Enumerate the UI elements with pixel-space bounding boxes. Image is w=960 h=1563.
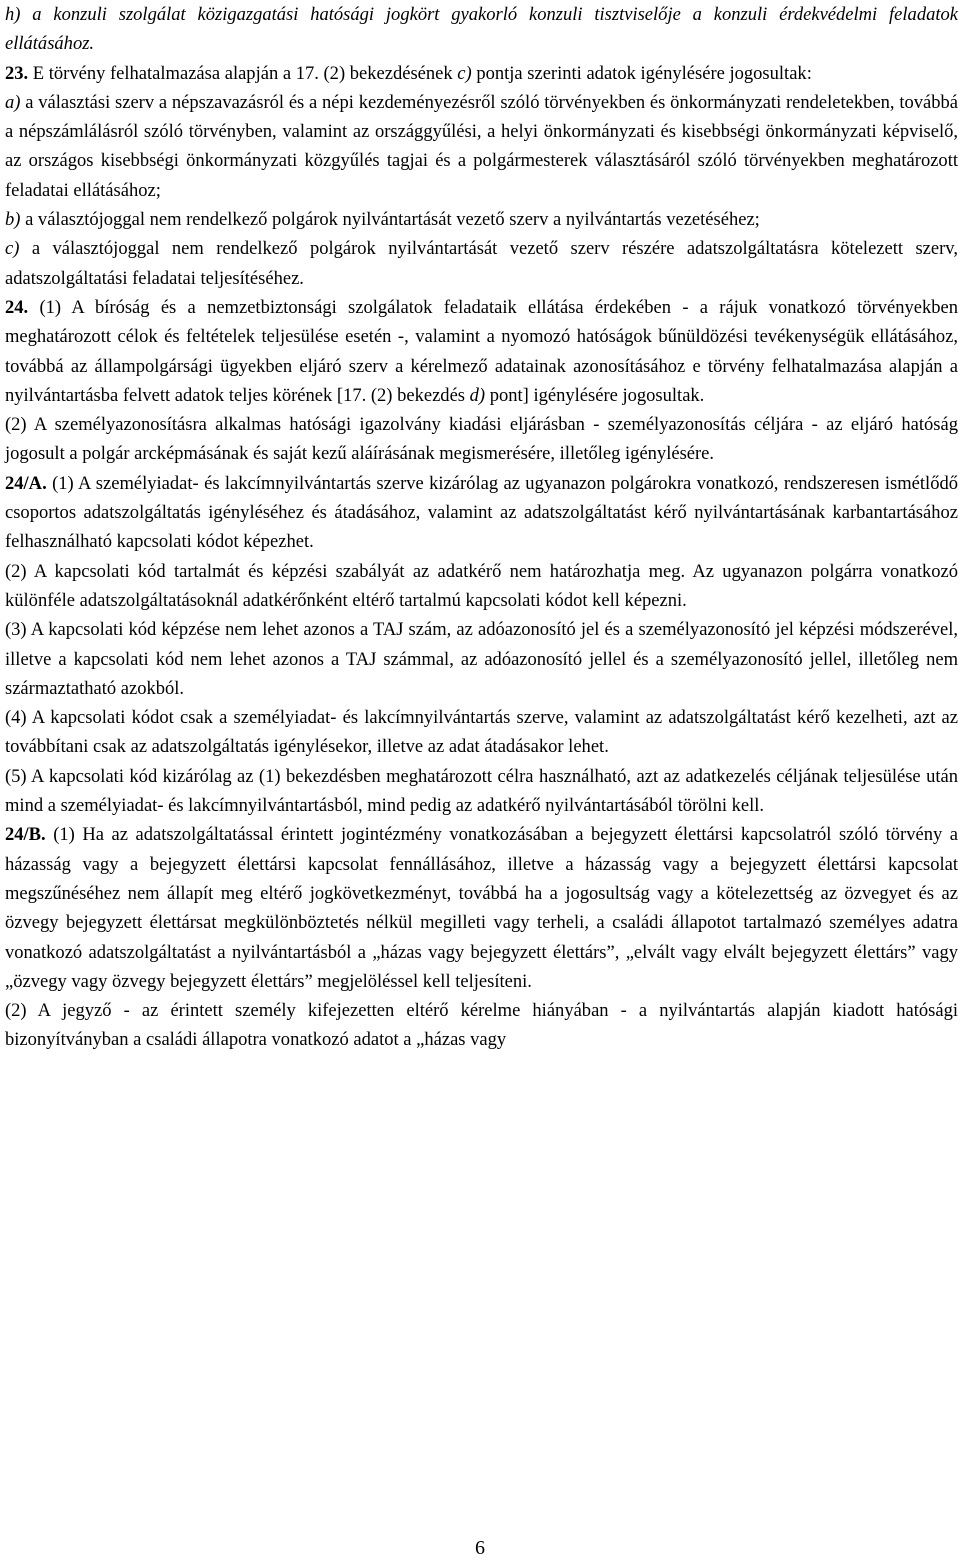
paragraph (5, 234, 958, 293)
paragraph-text: (4) A kapcsolati kódot csak a személyiadat- és lakcímnyilvántartás szerve, valamint az adatszolgáltatást kérő kezelheti, azt az továbbítani csak az adatszolgáltatás igénylésekor, illetve az adat átadásakor lehet. (5, 707, 958, 758)
paragraph-text: (3) A kapcsolati kód képzése nem lehet azonos a TAJ szám, az adóazonosító jel és a személyazonosító jel képzési módszerével, illetve a kapcsolati kód nem lehet azonos a TAJ számmal, az adóazonosító jellel és a személyazonosító jellel, illetőleg nem származtatható azokból. (5, 619, 958, 699)
page-number: 6 (475, 1537, 485, 1559)
paragraph (5, 410, 958, 469)
paragraph (5, 469, 958, 557)
italic-text: d) (469, 384, 486, 406)
section-number: 24/B. (5, 824, 46, 846)
section-number: 23. (5, 62, 29, 84)
section-number: 24. (5, 296, 29, 318)
paragraph (5, 88, 958, 205)
paragraph (5, 0, 958, 59)
italic-text: a) (5, 91, 21, 113)
italic-text: c) (457, 62, 472, 84)
paragraph-text: (1) A személyiadat- és lakcímnyilvántartás szerve kizárólag az ugyanazon polgárokra vonatkozó, rendszeresen ismétlődő csoportos adatszolgáltatás igényléséhez és átadásához, valamint az adatszolgáltatást kérő nyilvántartásának karbantartásához felhasználható kapcsolati kódot képezhet. (5, 472, 958, 553)
paragraph-text: (2) A személyazonosításra alkalmas hatósági igazolvány kiadási eljárásban - személyazonosítás céljára - az eljáró hatóság jogosult a polgár arcképmásának és saját kezű aláírásának megismerésére, illetőleg igénylésére. (5, 414, 958, 465)
italic-text: b) (5, 209, 21, 231)
paragraph (5, 996, 958, 1055)
paragraph-text: (1) Ha az adatszolgáltatással érintett jogintézmény vonatkozásában a bejegyzett élettársi kapcsolatról szóló törvény a házasság vagy a bejegyzett élettársi kapcsolat fennállásához, illetve a házasság vagy a bejegyzett élettársi kapcsolat megszűnéséhez nem állapít meg eltérő jogkövetkezményt, továbbá ha a jogosultság vagy a kötelezettség az özvegyet és az özvegy bejegyzett élettársat megkülönböztetés nélkül megilleti vagy terheli, a családi állapotot tartalmazó személyes adatra vonatkozó adatszolgáltatást a nyilvántartásból a „házas vagy bejegyzett élettárs”, „elvált vagy elvált bejegyzett élettárs” vagy „özvegy vagy özvegy bejegyzett élettárs” megjelöléssel kell teljesíteni. (5, 824, 958, 992)
paragraph-text: pont] igénylésére jogosultak. (485, 384, 705, 406)
paragraph (5, 557, 958, 616)
section-number: 24/A. (5, 472, 47, 494)
paragraph (5, 59, 958, 88)
paragraph-text: (2) A kapcsolati kód tartalmát és képzési szabályát az adatkérő nem határozhatja meg. Az ugyanazon polgárra vonatkozó különféle adatszolgáltatásoknál adatkérőnként eltérő tartalmú kapcsolati kódot kell képezni. (5, 560, 958, 611)
paragraph (5, 615, 958, 703)
paragraph-text: (2) A jegyző - az érintett személy kifejezetten eltérő kérelme hiányában - a nyilvántartás alapján kiadott hatósági bizonyítványban a családi állapotra vonatkozó adatot a „házas vagy (5, 1000, 958, 1051)
paragraph (5, 820, 958, 996)
paragraph-text: (5) A kapcsolati kód kizárólag az (1) bekezdésben meghatározott célra használható, azt az adatkezelés céljának teljesülése után mind a személyiadat- és lakcímnyilvántartásból, mind pedig az adatkérő nyilvántartásából törölni kell. (5, 765, 958, 817)
paragraph (5, 762, 958, 821)
italic-text: h) a konzuli szolgálat közigazgatási hatósági jogkört gyakorló konzuli tisztviselője a konzuli érdekvédelmi feladatok ellátásához. (5, 4, 958, 55)
paragraph (5, 703, 958, 762)
paragraph-text: a választójoggal nem rendelkező polgárok nyilvántartását vezető szerv részére adatszolgáltatásra kötelezett szerv, adatszolgáltatási feladatai teljesítéséhez. (5, 238, 958, 289)
document-body (5, 0, 958, 1055)
paragraph (5, 293, 958, 410)
paragraph (5, 205, 958, 234)
paragraph-text: a választójoggal nem rendelkező polgárok nyilvántartását vezető szerv a nyilvántartás vezetéséhez; (20, 209, 760, 231)
italic-text: c) (5, 238, 20, 260)
paragraph-text: pontja szerinti adatok igénylésére jogosultak: (471, 62, 812, 84)
paragraph-text: a választási szerv a népszavazásról és a népi kezdeményezésről szóló törvényekben és önkormányzati rendeletekben, továbbá a népszámlálásról szóló törvényben, valamint az országgyűlési, a helyi önkormányzati és kisebbségi önkormányzati képviselő, az országos kisebbségi önkormányzati közgyűlés tagjai és a polgármesterek választásáról szóló törvényekben meghatározott feladatai ellátásához; (5, 91, 958, 201)
paragraph-text: E törvény felhatalmazása alapján a 17. (2) bekezdésének (28, 62, 458, 84)
paragraph-text: (1) A bíróság és a nemzetbiztonsági szolgálatok feladataik ellátása érdekében - a rájuk vonatkozó törvényekben meghatározott célok és feltételek teljesülése esetén -, valamint a nyomozó hatóságok bűnüldözési tevékenységük ellátásához, továbbá az állampolgársági ügyekben eljáró szerv a kérelmező adatainak azonosításához e törvény felhatalmazása alapján a nyilvántartásba felvett adatok teljes körének [17. (2) bekezdés (5, 296, 958, 406)
